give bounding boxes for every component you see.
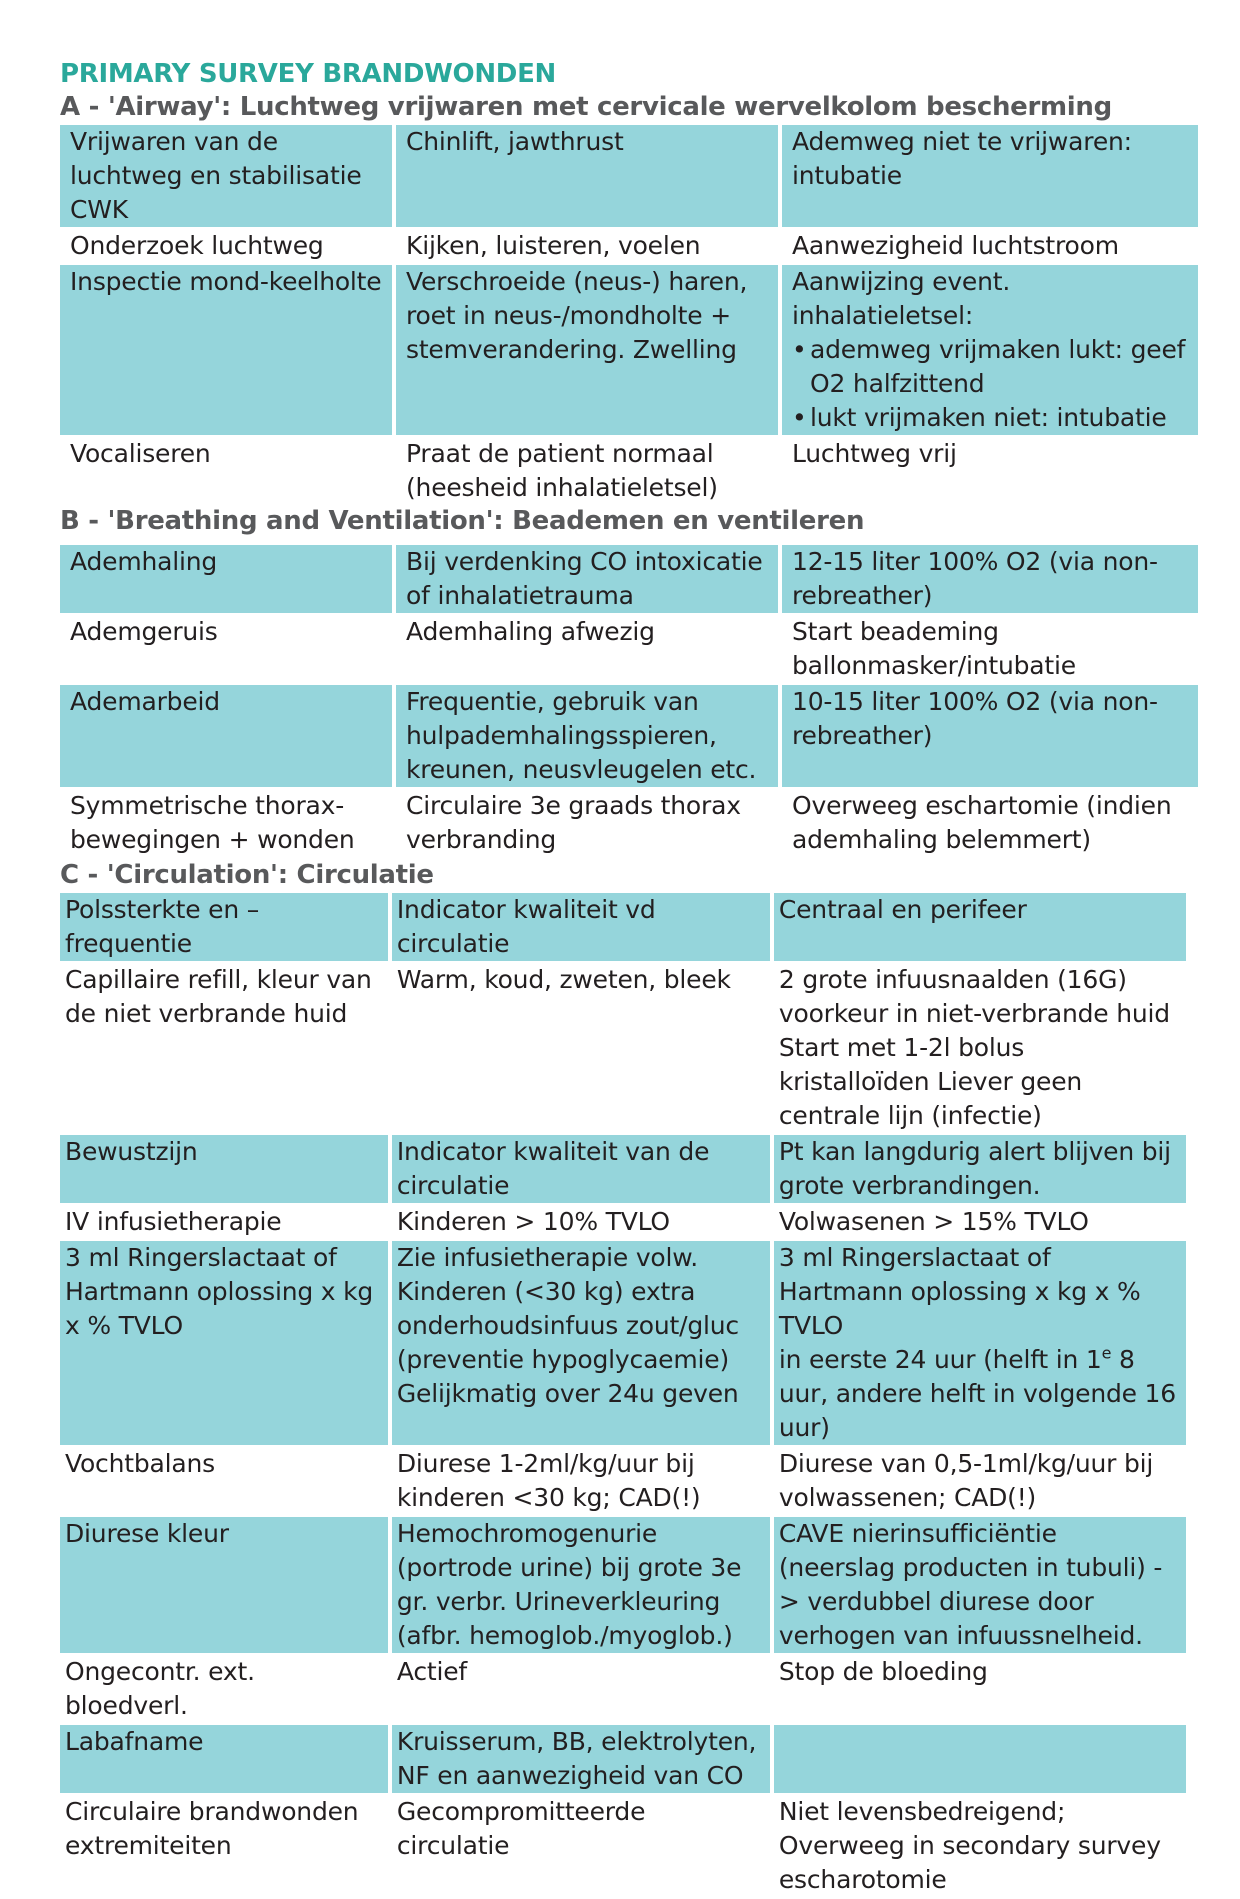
table-cell: 10-15 liter 100% O2 (via non-rebreather)	[782, 685, 1198, 787]
table-cell: Labafname	[60, 1725, 388, 1793]
table-row	[60, 1135, 1186, 1203]
table-cell: Pt kan langdurig alert blijven bij grote verbrandingen.	[774, 1135, 1186, 1203]
table-cell: Gecompromitteerde circulatie	[396, 1797, 646, 1860]
table-cell: Warm, koud, zweten, bleek	[396, 965, 731, 994]
table-cell: CAVE nierinsufficiëntie (neerslag producten in tubuli) -> verdubbel diurese door verhogen van infuussnelheid.	[774, 1517, 1186, 1653]
table-cell: Ademgeruis	[70, 617, 218, 646]
section-a-heading: A - 'Airway': Luchtweg vrijwaren met cervicale wervelkolom bescherming	[60, 92, 1112, 122]
table-cell: Bij verdenking CO intoxicatie of inhalatietrauma	[396, 545, 778, 613]
table-cell: Symmetrische thorax-bewegingen + wonden	[70, 791, 355, 854]
section-c-heading: C - 'Circulation': Circulatie	[60, 860, 434, 890]
document-title: PRIMARY SURVEY BRANDWONDEN	[60, 59, 556, 89]
table-cell	[782, 265, 1198, 435]
table-cell: Polssterkte en –frequentie	[60, 893, 388, 961]
table-row	[60, 685, 1198, 787]
table-row	[60, 1447, 1186, 1515]
superscript: e	[1101, 1343, 1112, 1363]
table-cell: Inspectie mond-keelholte	[60, 265, 392, 435]
table-row	[60, 1655, 1186, 1723]
bullet-list	[792, 333, 1192, 435]
table-row	[60, 229, 1198, 263]
table-cell: Diurese 1-2ml/kg/uur bij kinderen <30 kg; CAD(!)	[396, 1449, 701, 1512]
table-cell: Ademarbeid	[60, 685, 392, 787]
table-row	[60, 437, 1198, 505]
table-cell: Praat de patient normaal (heesheid inhalatieletsel)	[406, 439, 718, 502]
table-cell	[774, 1725, 1186, 1793]
table-cell: Ongecontr. ext. bloedverl.	[65, 1657, 255, 1720]
table-cell: Capillaire refill, kleur van de niet verbrande huid	[65, 965, 372, 1028]
table-cell: Vocaliseren	[70, 439, 211, 468]
table-cell: Stop de bloeding	[778, 1657, 988, 1686]
table-cell: Ademweg niet te vrijwaren: intubatie	[782, 125, 1198, 227]
table-cell: Ademhaling afwezig	[406, 617, 655, 646]
table-cell: 3 ml Ringerslactaat of Hartmann oplossing x kg x % TVLO	[60, 1241, 388, 1445]
table-row	[60, 1241, 1186, 1445]
table-cell: Vrijwaren van de luchtweg en stabilisatie CWK	[60, 125, 392, 227]
table-cell: 2 grote infuusnaalden (16G) voorkeur in niet-verbrande huid Start met 1-2l bolus kristalloïden Liever geen centrale lijn (infectie)	[778, 965, 1170, 1130]
table-row	[60, 265, 1198, 435]
table-cell: Zie infusietherapie volw. Kinderen (<30 kg) extra onderhoudsinfuus zout/gluc (preventie hypoglycaemie) Gelijkmatig over 24u geven	[392, 1241, 770, 1445]
table-cell: Onderzoek luchtweg	[70, 231, 324, 260]
table-cell: Kijken, luisteren, voelen	[406, 231, 701, 260]
table-cell: Diurese kleur	[60, 1517, 388, 1653]
cell-text: Aanwijzing event. inhalatieletsel:	[792, 267, 1011, 330]
table-cell: Overweeg eschartomie (indien ademhaling belemmert)	[792, 791, 1172, 854]
document-page	[60, 58, 1186, 1899]
table-row	[60, 545, 1198, 613]
table-row	[60, 893, 1186, 961]
table-row	[60, 1725, 1186, 1793]
text-fragment: 8 uur, andere helft in volgende 16 uur)	[778, 1345, 1176, 1442]
list-item: • lukt vrijmaken niet: intubatie	[792, 401, 1192, 435]
table-cell: IV infusietherapie	[65, 1207, 282, 1236]
table-cell: Kinderen > 10% TVLO	[396, 1207, 670, 1236]
table-row	[60, 615, 1198, 683]
table-row	[60, 963, 1186, 1133]
table-cell: Indicator kwaliteit vd circulatie	[392, 893, 770, 961]
table-cell: Volwasenen > 15% TVLO	[778, 1207, 1089, 1236]
cell-text	[779, 1343, 1180, 1445]
section-b-heading: B - 'Breathing and Ventilation': Beademen en ventileren	[60, 506, 865, 536]
table-cell: Chinlift, jawthrust	[396, 125, 778, 227]
table-cell: Luchtweg vrij	[792, 439, 957, 468]
section-b-table	[56, 543, 1202, 859]
section-c-table	[56, 891, 1190, 1899]
table-cell: Circulaire 3e graads thorax verbranding	[406, 791, 741, 854]
table-cell: Frequentie, gebruik van hulpademhalingsspieren, kreunen, neusvleugelen etc.	[396, 685, 778, 787]
table-cell: Kruisserum, BB, elektrolyten, NF en aanwezigheid van CO	[392, 1725, 770, 1793]
table-cell: 12-15 liter 100% O2 (via non-rebreather)	[782, 545, 1198, 613]
section-a-table	[56, 123, 1202, 507]
table-cell: Start beademing ballonmasker/intubatie	[792, 617, 1076, 680]
table-cell: Verschroeide (neus-) haren, roet in neus-/mondholte + stemverandering. Zwelling	[396, 265, 778, 435]
table-cell: Centraal en perifeer	[774, 893, 1186, 961]
table-row	[60, 125, 1198, 227]
cell-text: 3 ml Ringerslactaat of Hartmann oplossing x kg x % TVLO	[778, 1243, 1141, 1340]
table-cell: Aanwezigheid luchtstroom	[792, 231, 1119, 260]
table-cell: Vochtbalans	[65, 1449, 215, 1478]
table-cell: Bewustzijn	[60, 1135, 388, 1203]
table-cell	[774, 1241, 1186, 1445]
table-cell: Circulaire brandwonden extremiteiten	[65, 1797, 359, 1860]
table-cell: Actief	[396, 1657, 468, 1686]
table-cell: Indicator kwaliteit van de circulatie	[392, 1135, 770, 1203]
table-row	[60, 1205, 1186, 1239]
list-item: • ademweg vrijmaken lukt: geef O2 halfzittend	[792, 333, 1192, 401]
table-cell: Hemochromogenurie (portrode urine) bij grote 3e gr. verbr. Urineverkleuring (afbr. hemoglob./myoglob.)	[392, 1517, 770, 1653]
table-row	[60, 1795, 1186, 1897]
text-fragment: in eerste 24 uur (helft in 1	[778, 1345, 1102, 1374]
table-cell: Diurese van 0,5-1ml/kg/uur bij volwassenen; CAD(!)	[778, 1449, 1154, 1512]
table-row	[60, 1517, 1186, 1653]
table-cell: Ademhaling	[60, 545, 392, 613]
table-row	[60, 789, 1198, 857]
table-cell: Niet levensbedreigend; Overweeg in secondary survey escharotomie	[778, 1797, 1161, 1894]
